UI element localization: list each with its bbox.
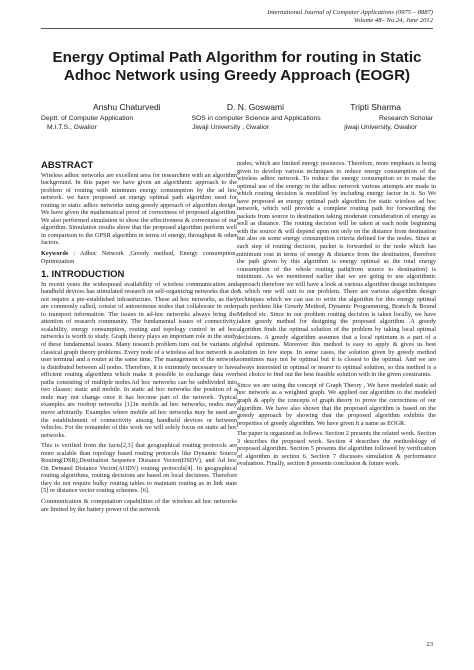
- keywords-label: Keywords: [41, 250, 69, 258]
- affiliation: Jiwaji University , Gwalior: [192, 124, 270, 131]
- journal-volume: Volume 48– No.24, June 2012: [353, 17, 433, 24]
- left-column: [41, 160, 237, 516]
- author-name: Tripti Sharma: [350, 102, 401, 112]
- intro-paragraph: Communication & computation capabilities of the wireless ad hoc networks are limited by the battery power of the network: [41, 497, 237, 513]
- page-number: 23: [426, 641, 433, 648]
- abstract-body: Wireless adhoc networks are excellent area for researchers with an algorithm background. In this paper we have given an algorithmic approach to the problem of routing with minimum energy consumption by the ad hoc network. we have proposed an energy optimal path algorithm used for routing in static adhoc networks using greedy approach of algorithm design. We have given the mathematical proof of correctness of proposed algorithm. We also performed simulation to show the effectiveness & correctness of our algorithm. Simulation results show that the proposed algorithm perform well in comparison to the GPSR algorithm in terms of energy, throughput & other factors.: [41, 171, 237, 247]
- intro-heading: 1. INTRODUCTION: [41, 269, 125, 281]
- journal-name: International Journal of Computer Applications (0975 – 8887): [267, 9, 433, 16]
- intro-paragraph: This is verified from the facts[2,3] that geographical routing protocols are more scalable than topology based routing protocols like Dynamic Source Routing(DSR),Destination Sequence Distance Vector(DSDV), and Ad hoc On Demand Distance Vector(AODV) routing protocols[4]. In geographical routing algorithms, routing decisions are based on local decisions. Therefore they do not require bulky routing tables to maintain routing as in link state [5] or distance vector routing schemes. [6].: [41, 442, 237, 495]
- affiliation: SOS in computer Science and Applications: [191, 115, 321, 122]
- right-column: [237, 160, 436, 471]
- intro-paragraph: In recent years the widespread availability of wireless communication and handheld devices has stimulated research on self-organizing networks that do not require a pre-established infrastructure. These ad hoc networks, as they are commonly called, consist of autonomous nodes that collaborate in order to transport information. The issues in ad-hoc networks always bring the attention of research community. The fundamental issues of connectivity, scalability, energy consumption, routing and topology control in ad hoc networks is worth to study. Graph theory plays an important role in the study of these fundamental issues. Many research problem turn out be variants of classical graph theory problems. Every node of a wireless ad hoc network is a user terminal and a router at the same time. The management of the network is distributed between all nodes. Therefore, it is extremely necessary to have efficient routing algorithms which make it possible to exchange data over paths consisting of multiple nodes.Ad hoc networks can be subdivided into two classes: static and mobile. In static ad hoc networks the position of a node may not change once it has become part of the network. Typical examples are rooftop networks [1].In mobile ad hoc networks, nodes may move arbitrarily. Examples where mobile ad hoc networks may be used are the establishment of connectivity among handheld devices or between vehicles. For the remainder of this work we will solely focus on static ad hoc networks.: [41, 280, 237, 439]
- author-name: D. N. Goswami: [226, 102, 285, 112]
- affiliation-row: [41, 114, 433, 123]
- affiliation: M.I.T.S., Gwalior: [47, 124, 97, 131]
- header-rule: [41, 28, 433, 29]
- affiliation: Deptt. of Computer Application: [41, 115, 134, 122]
- body-paragraph: Since we are using the concept of Graph Theory , We have modeled static ad hoc network as a weighted graph. We applied our algorithm to the modeled graph & apply the concepts of graph theory to prove the correctness of our algorithm. We have also shown that the proposed algorithm is based on the greedy approach by showing that the proposed algorithm exhibits the properties of greedy algorithm. We have given it a name as EOGR.: [237, 381, 436, 427]
- author-names: [41, 103, 433, 112]
- body-paragraph: nodes, which are limited energy resources. Therefore, more emphasis is being given to develop various techniques to reduce energy consumption of the wireless adhoc network. To reduce the energy consumption or to make the optimal use of the energy in the adhoc network various attempts are made in which routing decision is modified by including energy factor in it. So We have proposed an energy optimal path algorithm for static wireless ad hoc network, which will provide a complete routing path for forwarding the packets from source to destination taking moderate consideration of energy as well as distance. The routing decision will be taken at each node beginning with the source & will depend upon not only on the distance from destination but also on some energy consumption criteria defined for the nodes. Since at each step of routing decision, packet is forwarded to the node which has minimum cost in terms of energy & distance from the destination, therefore the path given by this algorithm is energy optimal as the total energy consumption of the whole routing path(from source to destination) is minimum. As we mentioned earlier that we are going to use algorithmic approach therefore we will have a look at various algorithm design techniques & which one will suit to our problem. There are various algorithm design techniques which we can use to write the algorithm for this energy optimal path problem like Greedy Method, Dynamic Programming, Branch & Bound Method etc. Since in our problem routing decision is taken locally, we have taken greedy method for designing the proposed algorithm .A greedy algorithm finds the optimal solution of the problem by taking local optimal decisions. A greedy algorithm assumes that a local optimum is a part of a global optimum. Moreover this method is easy to apply & gives us best solution in few steps. In some cases, the solution given by greedy method sometimes may not be optimal but it is closest to the optimal. And we are always interested in optimal or nearer to optimal solution, so this method is a best choice to find out the best feasible solution with in the given constraints.: [237, 160, 436, 379]
- keywords-text: : Adhoc Network ,Greedy method, Energy consumption, Optimization: [41, 250, 237, 265]
- keywords: [41, 250, 237, 265]
- body-paragraph: The paper is organized as follows. Section 2 presents the related work. Section 3 describes the proposed work. Section 4 describes the methodology of proposed algorithm. Section 5 presents the algorithm followed by verification of algorithm in section 6. Section 7 discusses simulation & performance evaluation. Finally, section 8 presents conclusion & future work.: [237, 430, 436, 468]
- affiliation: jiwaji University, Gwalior: [344, 124, 417, 131]
- paper-title: Energy Optimal Path Algorithm for routing in Static Adhoc Network using Greedy Approach (EOGR): [52, 49, 422, 84]
- affiliation: Research Scholar: [378, 115, 433, 122]
- author-block: [41, 103, 433, 132]
- author-name: Anshu Chaturvedi: [93, 102, 161, 112]
- affiliation-row: [41, 123, 433, 132]
- abstract-heading: ABSTRACT: [41, 160, 94, 171]
- journal-header: [267, 9, 433, 25]
